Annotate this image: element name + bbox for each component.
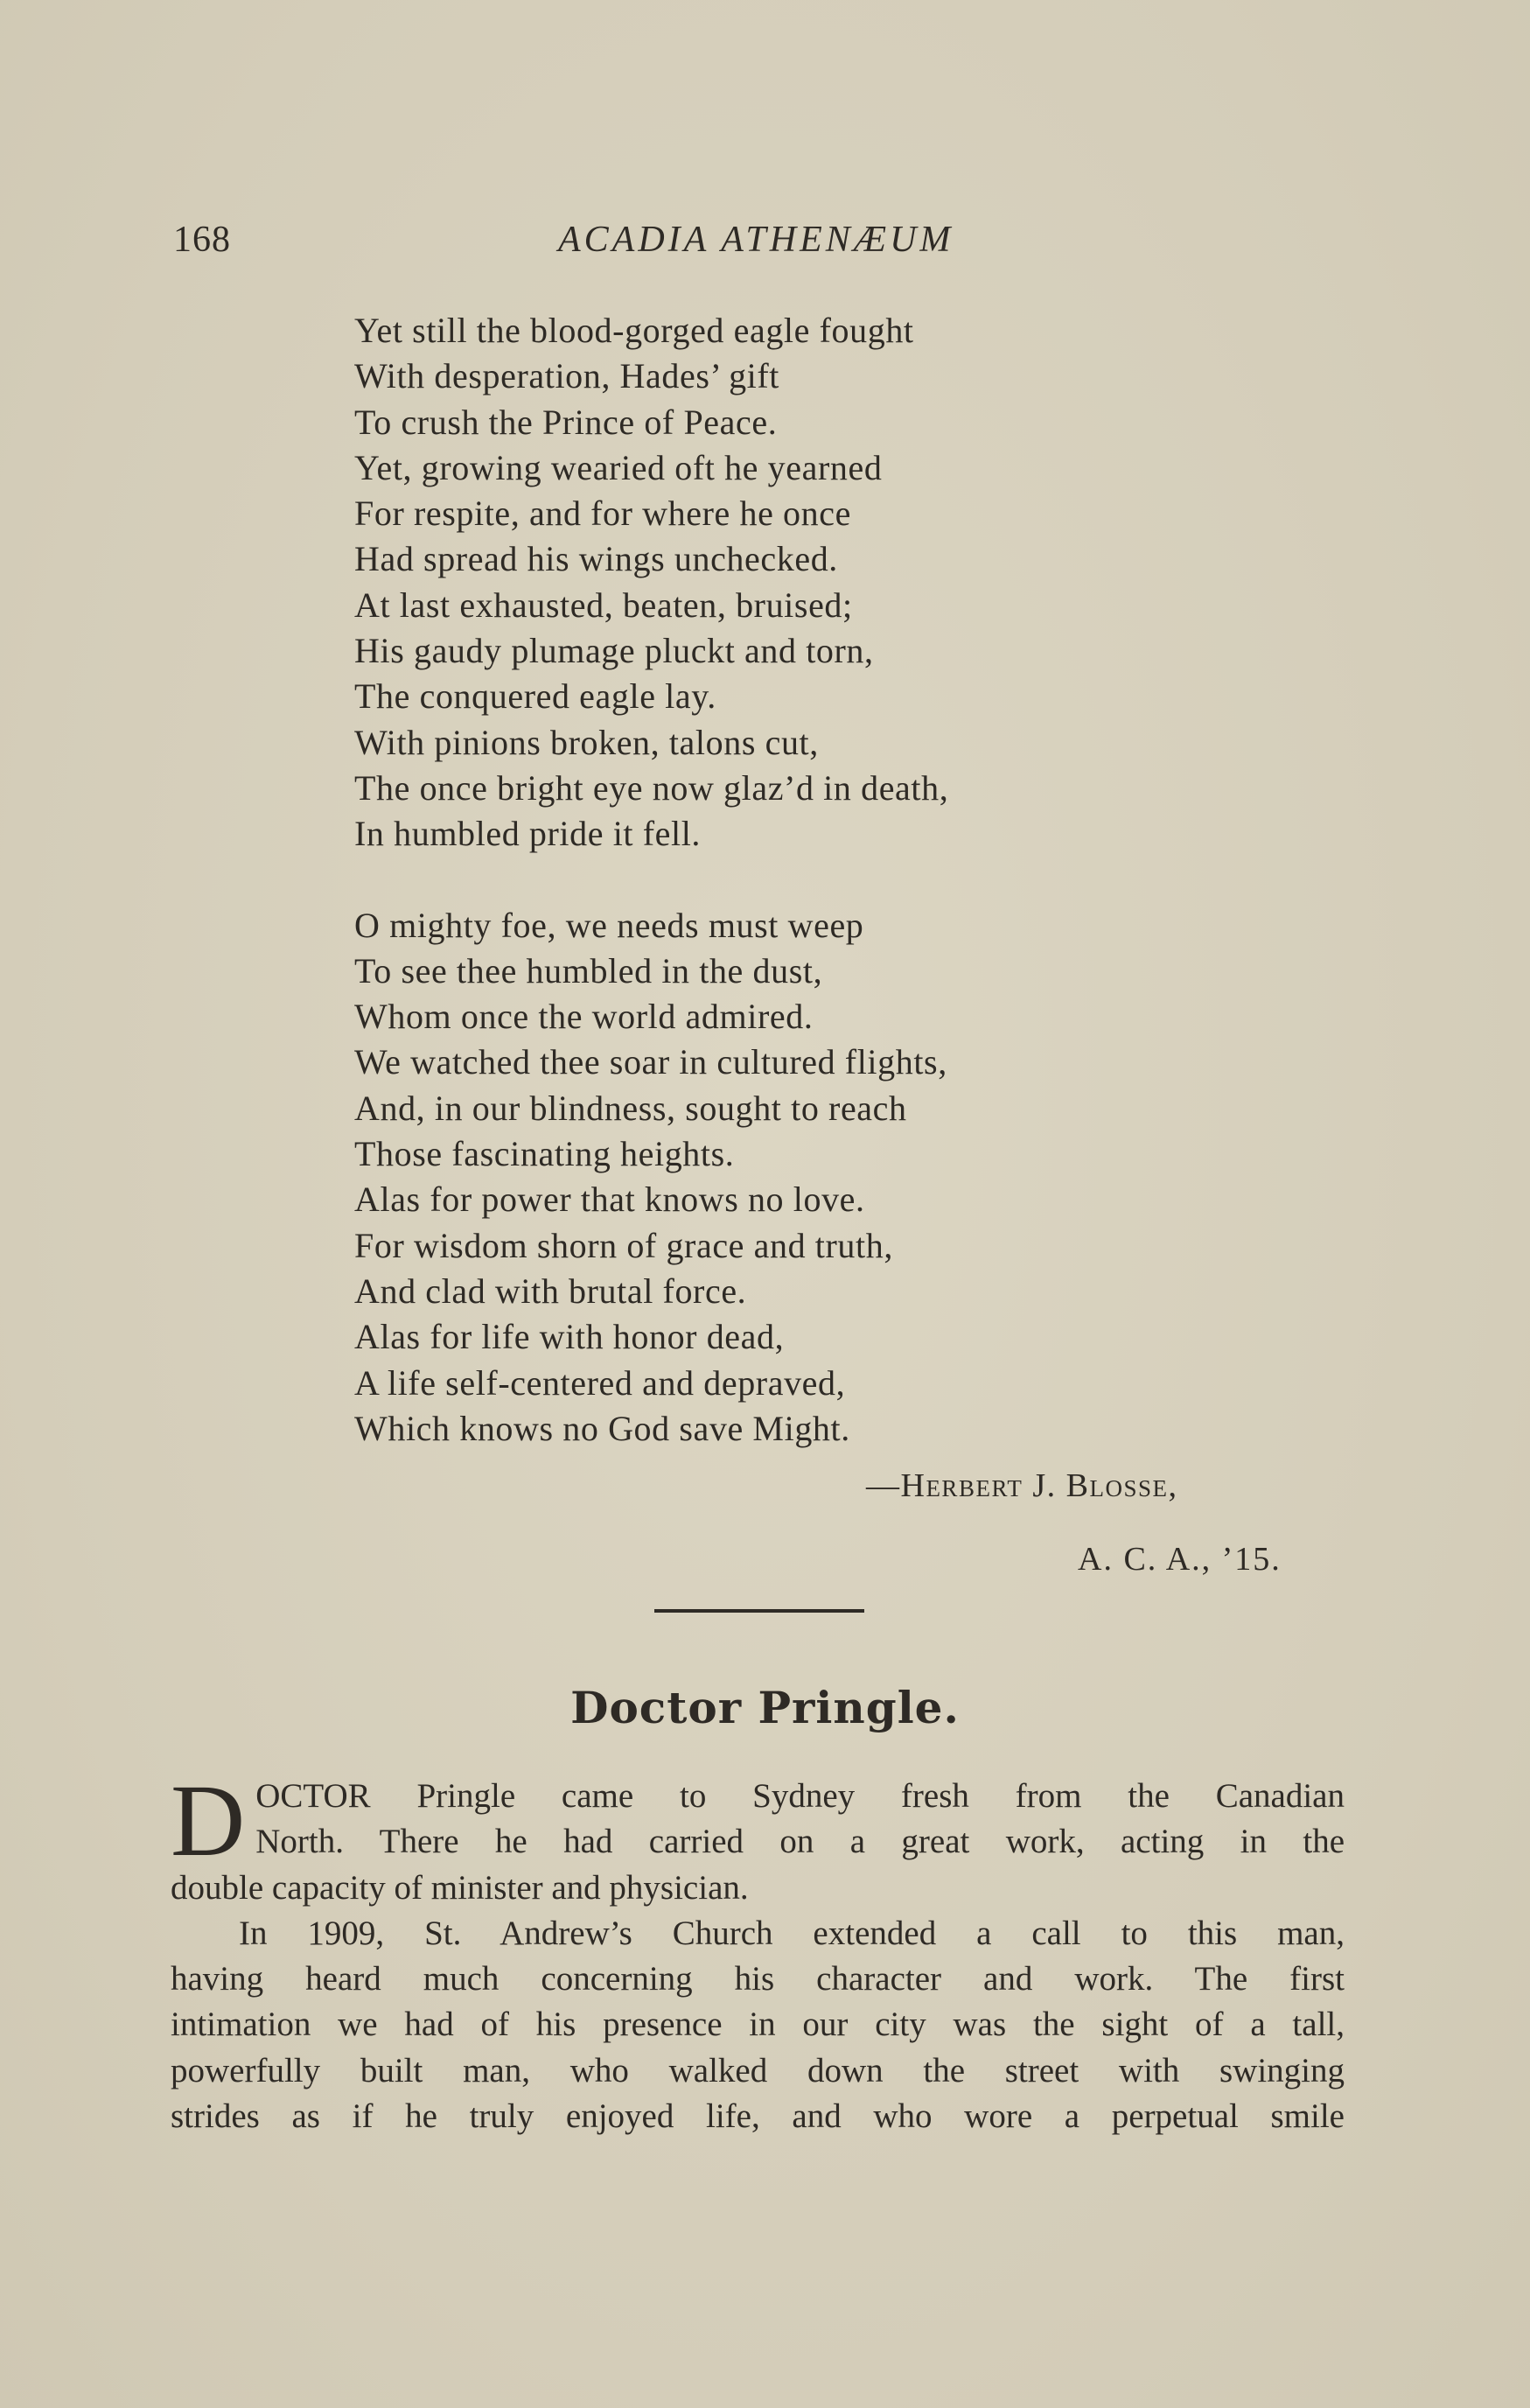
- text-line: powerfully built man, who walked down the street with swinging: [171, 2051, 1345, 2090]
- text-line: OCTOR Pringle came to Sydney fresh from the Canadian: [255, 1777, 1345, 1815]
- text-line: double capacity of minister and physician.: [171, 1868, 749, 1907]
- poem-stanza-2: [354, 903, 1229, 1452]
- poem-line: We watched thee soar in cultured flights,: [354, 1042, 947, 1082]
- poem-line: A life self-centered and depraved,: [354, 1362, 846, 1403]
- article-paragraph-2: [171, 1911, 1345, 2139]
- article-body: [171, 1763, 1345, 2139]
- poem-line: With desperation, Hades’ gift: [354, 356, 780, 396]
- poem-line: The once bright eye now glaz’d in death,: [354, 767, 949, 808]
- poem-line: Which knows no God save Might.: [354, 1408, 850, 1448]
- text-line: having heard much concerning his character and work. The first: [171, 1960, 1345, 1998]
- text-line: North. There he had carried on a great work, acting in the: [255, 1823, 1345, 1861]
- poem-line: To see thee humbled in the dust,: [354, 950, 823, 990]
- poem-line: Yet still the blood-gorged eagle fought: [354, 311, 914, 350]
- page-number: 168: [173, 220, 231, 260]
- poem-line: Yet, growing wearied oft he yearned: [354, 447, 883, 487]
- poem: [354, 308, 1229, 1452]
- poem-line: The conquered eagle lay.: [354, 676, 716, 717]
- poem-line: Had spread his wings unchecked.: [354, 539, 838, 579]
- poem-line: O mighty foe, we needs must weep: [354, 905, 864, 945]
- poem-line: Alas for power that knows no love.: [354, 1180, 865, 1220]
- poem-stanza-1: [354, 308, 1229, 858]
- poem-attribution-school: A. C. A., ’15.: [1078, 1541, 1282, 1578]
- poem-attribution: —Herbert J. Blosse,: [866, 1467, 1178, 1504]
- text-line: intimation we had of his presence in our city was the sight of a tall,: [171, 2006, 1345, 2044]
- poem-line: And, in our blindness, sought to reach: [354, 1088, 907, 1128]
- running-title: ACADIA ATHENÆUM: [558, 220, 954, 260]
- article-paragraph-1: [171, 1763, 1345, 1911]
- poem-line: For wisdom shorn of grace and truth,: [354, 1225, 893, 1265]
- text-line: strides as if he truly enjoyed life, and who wore a perpetual smile: [171, 2097, 1345, 2136]
- poem-line: Whom once the world admired.: [354, 997, 814, 1037]
- poem-line: Alas for life with honor dead,: [354, 1317, 785, 1357]
- poem-line: With pinions broken, talons cut,: [354, 722, 819, 762]
- poem-line: To crush the Prince of Peace.: [354, 402, 778, 442]
- poem-line: For respite, and for where he once: [354, 494, 851, 534]
- poem-line: In humbled pride it fell.: [354, 814, 702, 854]
- drop-cap: D: [171, 1763, 246, 1878]
- poem-line: At last exhausted, beaten, bruised;: [354, 584, 853, 625]
- article-title: Doctor Pringle.: [570, 1682, 960, 1733]
- page-header: [173, 219, 1345, 271]
- poem-line: And clad with brutal force.: [354, 1270, 747, 1311]
- text-line: In 1909, St. Andrew’s Church extended a call to this man,: [239, 1914, 1345, 1952]
- poem-line: Those fascinating heights.: [354, 1134, 735, 1174]
- section-divider: [654, 1609, 864, 1613]
- poem-line: His gaudy plumage pluckt and torn,: [354, 631, 874, 671]
